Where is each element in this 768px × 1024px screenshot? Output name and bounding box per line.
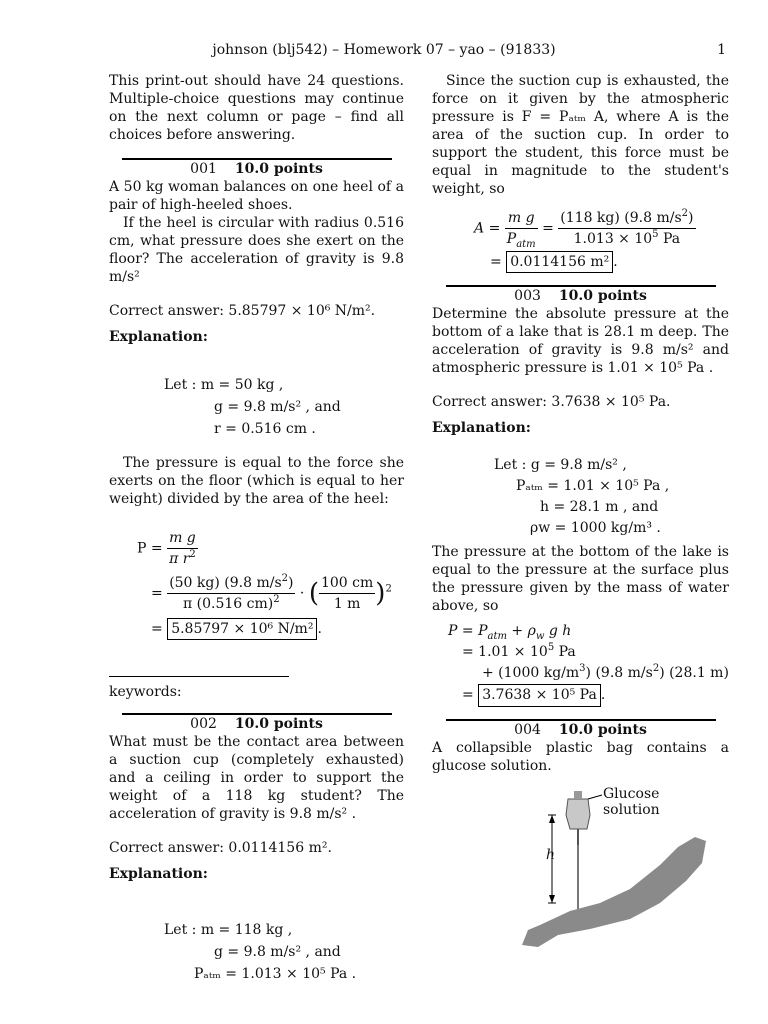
question-3-text: Determine the absolute pressure at the bottom of a lake that is 28.1 m deep. The acceleration of gravity is 9.8 m/s² and atmospheric pressure is 1.01 × 10⁵ Pa . <box>432 306 729 376</box>
question-3-answer: Correct answer: 3.7638 × 10⁵ Pa. <box>432 394 671 410</box>
question-1-header <box>109 160 404 178</box>
result-box: 0.0114156 m² <box>506 251 613 273</box>
explanation-body: Since the suction cup is exhausted, the force on it given by the atmospheric pressure is F = Pₐₜₘ A, where A is the area of the suction cup. In order to support the student, this force must be equal in magnitude to the student's weight, so <box>432 73 729 197</box>
figure-height-label: h <box>546 847 556 863</box>
given-line: r = 0.516 cm . <box>214 421 316 437</box>
given-line: Let : m = 118 kg , <box>164 922 293 938</box>
bag-cap <box>574 791 582 799</box>
left-column <box>109 72 404 985</box>
question-number: 001 <box>190 161 217 177</box>
result-box: 3.7638 × 10⁵ Pa <box>478 684 601 707</box>
equation-block: P = $\frac{\text{m g}}{\pi r^2}$ = $\frac{(50 kg) (9.8 m/s^2)}{\pi (0.516 cm)^2}$ · ( $\frac{100 cm}{1 m}$ )$^2$ = 5.85797 × 10⁶ N/m² . <box>137 528 404 640</box>
explanation-label: Explanation: <box>109 329 208 345</box>
given-line: g = 9.8 m/s² , and <box>214 944 341 960</box>
figure-label: Glucose solution <box>603 786 660 818</box>
given-line: Let : m = 50 kg , <box>164 377 284 393</box>
question-2-answer: Correct answer: 0.0114156 m². <box>109 840 332 856</box>
given-line: g = 9.8 m/s² , and <box>214 399 341 415</box>
glucose-bag <box>566 799 590 829</box>
question-3-header: 003 10.0 points <box>514 288 647 304</box>
keywords-label: keywords: <box>109 684 182 700</box>
given-line: Pₐₜₘ = 1.013 × 10⁵ Pa . <box>194 966 357 982</box>
given-values <box>494 455 729 539</box>
question-1-text-2: If the heel is circular with radius 0.516 cm, what pressure does she exert on the floor? The acceleration of gravity is 9.8 m/s² <box>109 215 404 285</box>
question-points: 10.0 points <box>234 161 323 177</box>
question-1-answer: Correct answer: 5.85797 × 10⁶ N/m². <box>109 303 376 319</box>
explanation-body: The pressure at the bottom of the lake is equal to the pressure at the surface plus the pressure given by the mass of water above, so <box>432 544 729 614</box>
question-4-header: 004 10.0 points <box>514 722 647 738</box>
question-2-header: 002 10.0 points <box>190 716 323 732</box>
given-line: ρw = 1000 kg/m³ . <box>530 520 661 536</box>
given-line: Pₐₜₘ = 1.01 × 10⁵ Pa , <box>516 478 670 494</box>
intro-text: This print-out should have 24 questions. Multiple-choice questions may continue on the next column or page – find all choices before answering. <box>109 73 404 143</box>
given-line: Let : g = 9.8 m/s² , <box>494 457 627 473</box>
equation-block: A = $\frac{\text{m g}}{P_{atm}}$ = $\frac{(118 kg) (9.8 m/s^2)}{1.013 \times 10^5 Pa}$ = 0.0114156 m² . <box>474 208 729 273</box>
question-1-text: A 50 kg woman balances on one heel of a pair of high-heeled shoes. <box>109 179 404 213</box>
page-number: 1 <box>717 42 726 58</box>
question-4-text: A collapsible plastic bag contains a glucose solution. <box>432 740 729 774</box>
page-header <box>0 41 768 61</box>
result-box: 5.85797 × 10⁶ N/m² <box>167 618 317 640</box>
explanation-label: Explanation: <box>432 420 531 436</box>
given-values <box>164 374 404 440</box>
explanation-body: The pressure is equal to the force she exerts on the floor (which is equal to her weight) divided by the area of the heel: <box>109 455 404 507</box>
equation-block: $P = P_{atm} + \rho_w$ g h = $1.01 \times 10^5$ Pa + (1000 $kg/m^3$) (9.8 $m/s^2$) (28.1 m) = 3.7638 × 10⁵ Pa . <box>448 621 729 707</box>
question-2-text: What must be the contact area between a suction cup (completely exhausted) and a ceiling in order to support the weight of a 118 kg student? The acceleration of gravity is 9.8 m/s² . <box>109 734 404 822</box>
right-column <box>432 72 729 775</box>
keywords-rule <box>109 676 289 677</box>
header-title: johnson (blj542) – Homework 07 – yao – (91833) <box>212 42 556 58</box>
given-values <box>164 919 404 985</box>
given-line: h = 28.1 m , and <box>540 499 659 515</box>
explanation-label: Explanation: <box>109 866 208 882</box>
